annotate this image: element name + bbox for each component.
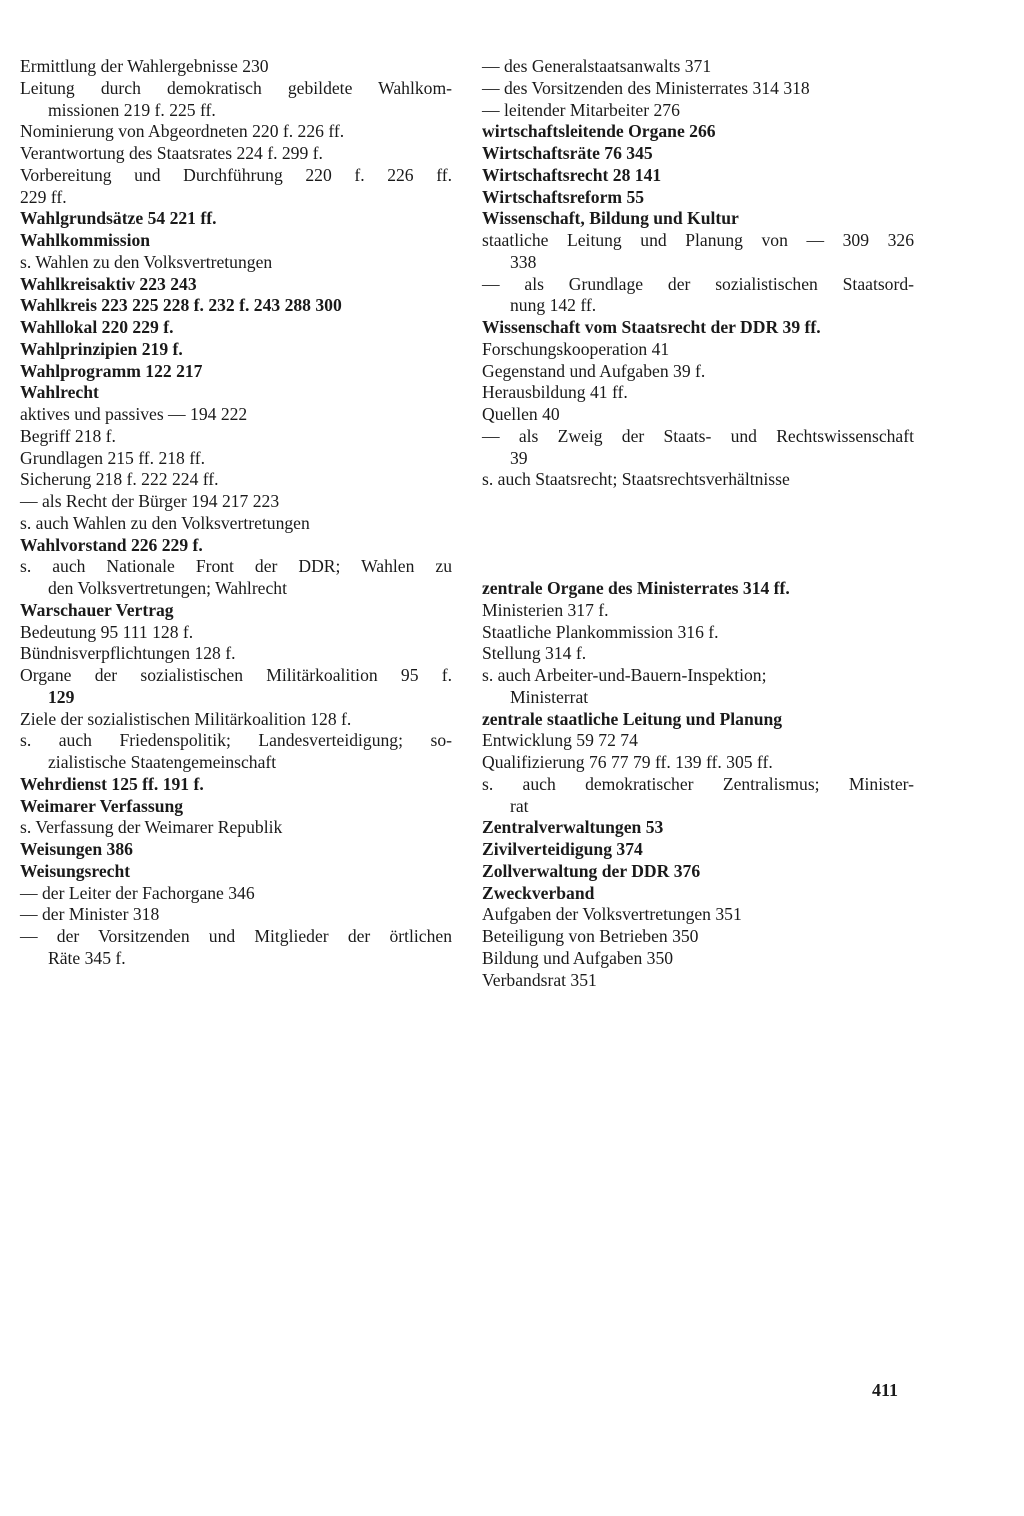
- index-entry: Ziele der sozialistischen Militärkoalition 128 f.: [20, 708, 352, 729]
- index-entry: s. auch Staatsrecht; Staatsrechtsverhältnisse: [482, 469, 790, 490]
- index-entry: — des Vorsitzenden des Ministerrates 314 318: [482, 77, 810, 98]
- index-entry: Entwicklung 59 72 74: [482, 730, 638, 751]
- index-entry: 229 ff.: [20, 186, 67, 207]
- index-entry: Sicherung 218 f. 222 224 ff.: [20, 469, 219, 490]
- index-entry: Verbandsrat 351: [482, 969, 597, 990]
- index-entry: Ministerrat: [510, 686, 589, 707]
- index-entry: Ermittlung der Wahlergebnisse 230: [20, 56, 269, 76]
- index-entry: — leitender Mitarbeiter 276: [482, 99, 680, 120]
- index-heading: Wahlgrundsätze 54 221 ff.: [20, 208, 217, 229]
- index-entry: rat: [510, 795, 529, 816]
- index-entry: Organe der sozialistischen Militärkoalition 95 f.: [20, 665, 452, 685]
- index-heading: Wahlprinzipien 219 f.: [20, 338, 183, 359]
- index-entry: den Volksvertretungen; Wahlrecht: [48, 578, 287, 598]
- section-gap: [482, 491, 914, 535]
- index-heading: Zweckverband: [482, 882, 595, 903]
- index-column-left: [20, 56, 452, 970]
- index-entry: 39: [510, 447, 528, 468]
- index-entry: Herausbildung 41 ff.: [482, 382, 628, 403]
- section-gap: [482, 535, 914, 579]
- index-entry: Begriff 218 f.: [20, 425, 116, 446]
- index-entry: s. Verfassung der Weimarer Republik: [20, 817, 283, 838]
- index-entry: Gegenstand und Aufgaben 39 f.: [482, 360, 706, 381]
- index-heading: Weisungen 386: [20, 839, 133, 859]
- index-entry: Räte 345 f.: [48, 947, 126, 968]
- index-entry: Beteiligung von Betrieben 350: [482, 926, 699, 946]
- index-heading: wirtschaftsleitende Organe 266: [482, 121, 716, 142]
- index-entry: Quellen 40: [482, 404, 560, 424]
- index-heading: Wissenschaft, Bildung und Kultur: [482, 208, 739, 229]
- index-heading: Zollverwaltung der DDR 376: [482, 860, 701, 881]
- index-entry: missionen 219 f. 225 ff.: [48, 99, 216, 120]
- index-entry: — des Generalstaatsanwalts 371: [482, 56, 712, 76]
- index-entry: Aufgaben der Volksvertretungen 351: [482, 904, 742, 925]
- index-entry: s. auch Wahlen zu den Volksvertretungen: [20, 512, 310, 533]
- index-heading: Weimarer Verfassung: [20, 795, 184, 816]
- index-heading: Wahllokal 220 229 f.: [20, 317, 174, 337]
- index-entry: Grundlagen 215 ff. 218 ff.: [20, 447, 206, 468]
- index-heading: Zentralverwaltungen 53: [482, 817, 664, 838]
- index-heading: Wissenschaft vom Staatsrecht der DDR 39 ff.: [482, 317, 821, 337]
- index-entry: staatliche Leitung und Planung von — 309 326: [482, 230, 914, 250]
- index-entry: Verantwortung des Staatsrates 224 f. 299 f.: [20, 143, 323, 163]
- index-entry: s. auch demokratischer Zentralismus; Minister-: [482, 773, 914, 794]
- index-heading: zentrale Organe des Ministerrates 314 ff.: [482, 578, 790, 598]
- index-entry: s. auch Arbeiter-und-Bauern-Inspektion;: [482, 665, 767, 685]
- index-entry: s. auch Friedenspolitik; Landesverteidigung; so-: [20, 730, 452, 751]
- index-entry: — der Vorsitzenden und Mitglieder der örtlichen: [20, 926, 452, 946]
- index-entry: Bündnisverpflichtungen 128 f.: [20, 643, 236, 664]
- index-entry: Vorbereitung und Durchführung 220 f. 226 ff.: [20, 164, 452, 185]
- index-heading: Wirtschaftsreform 55: [482, 186, 645, 207]
- index-entry: aktives und passives — 194 222: [20, 404, 248, 424]
- index-entry: Bildung und Aufgaben 350: [482, 947, 674, 968]
- index-entry: nung 142 ff.: [510, 295, 597, 316]
- index-entry: zialistische Staatengemeinschaft: [48, 752, 277, 772]
- index-entry: — der Minister 318: [20, 904, 160, 925]
- index-heading: Wirtschaftsräte 76 345: [482, 143, 653, 163]
- index-entry: Nominierung von Abgeordneten 220 f. 226 ff.: [20, 121, 345, 142]
- index-entry: — der Leiter der Fachorgane 346: [20, 882, 255, 903]
- index-heading: Wahlkommission: [20, 230, 151, 250]
- index-entry: — als Recht der Bürger 194 217 223: [20, 491, 280, 511]
- index-heading: Wahlkreisaktiv 223 243: [20, 273, 197, 294]
- index-column-right: [482, 56, 914, 991]
- index-heading: Wahlvorstand 226 229 f.: [20, 534, 203, 555]
- index-entry: s. Wahlen zu den Volksvertretungen: [20, 251, 273, 272]
- index-entry: Staatliche Plankommission 316 f.: [482, 621, 719, 642]
- index-heading: zentrale staatliche Leitung und Planung: [482, 708, 783, 729]
- index-entry: — als Zweig der Staats- und Rechtswissenschaft: [482, 425, 914, 446]
- index-heading: Wahlrecht: [20, 382, 99, 403]
- index-entry: Leitung durch demokratisch gebildete Wahlkom-: [20, 77, 452, 98]
- index-heading: 129: [48, 686, 75, 707]
- page-number: 411: [872, 1380, 899, 1400]
- index-heading: Warschauer Vertrag: [20, 599, 174, 620]
- index-heading: Wahlkreis 223 225 228 f. 232 f. 243 288 300: [20, 295, 342, 316]
- index-heading: Weisungsrecht: [20, 860, 131, 881]
- index-entry: Qualifizierung 76 77 79 ff. 139 ff. 305 ff.: [482, 752, 773, 772]
- index-entry: Stellung 314 f.: [482, 643, 587, 664]
- index-entry: — als Grundlage der sozialistischen Staatsord-: [482, 273, 914, 294]
- index-heading: Zivilverteidigung 374: [482, 839, 643, 859]
- index-heading: Wahlprogramm 122 217: [20, 360, 203, 381]
- index-heading: Wehrdienst 125 ff. 191 f.: [20, 773, 204, 794]
- index-entry: Bedeutung 95 111 128 f.: [20, 621, 194, 642]
- index-entry: 338: [510, 251, 537, 272]
- index-entry: Ministerien 317 f.: [482, 599, 609, 620]
- index-entry: s. auch Nationale Front der DDR; Wahlen zu: [20, 556, 452, 577]
- index-heading: Wirtschaftsrecht 28 141: [482, 164, 662, 185]
- index-entry: Forschungskooperation 41: [482, 338, 670, 359]
